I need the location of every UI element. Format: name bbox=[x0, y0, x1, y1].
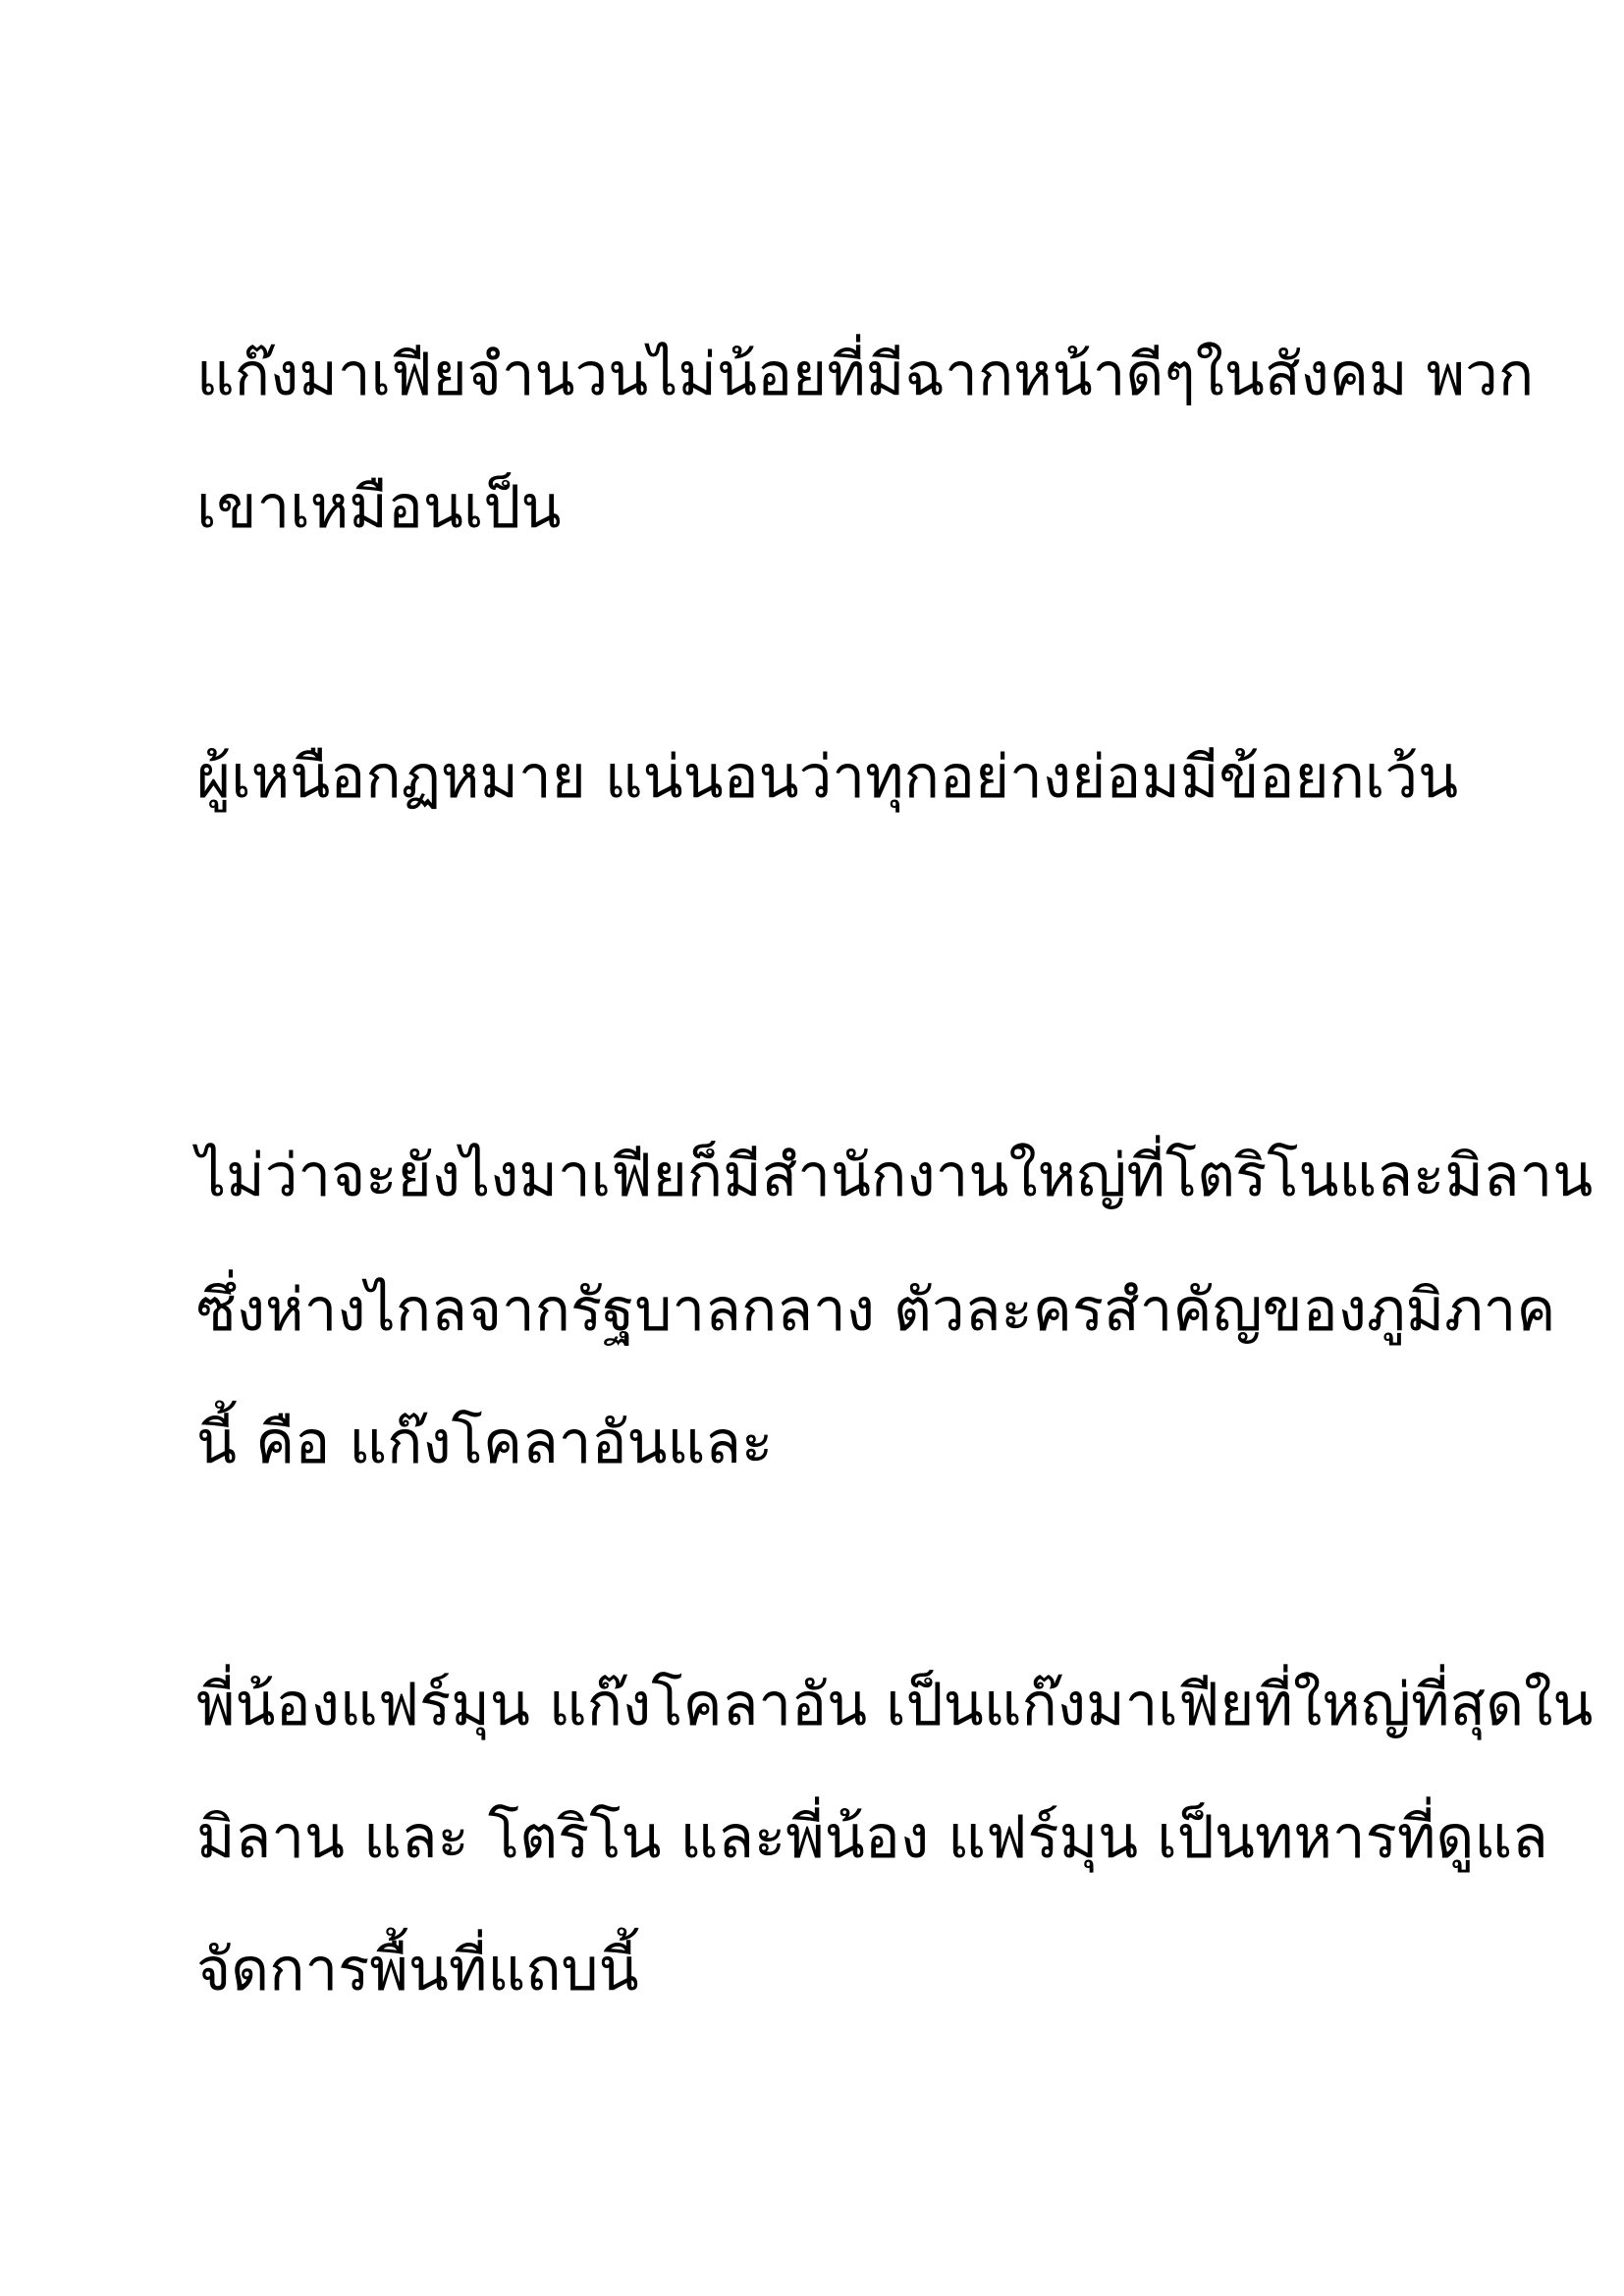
paragraph-2-line-1: ผู้เหนือกฏหมาย แน่นอนว่าทุกอย่างย่อมมีข้อยกเว้น bbox=[196, 743, 1459, 812]
paragraph-3-line-2: ซึ่งห่างไกลจากรัฐบาลกลาง ตัวละครสำคัญของภูมิภาค bbox=[196, 1276, 1556, 1345]
paragraph-1-line-2: เขาเหมือนเป็น bbox=[196, 473, 562, 542]
paragraph-4-line-2: มิลาน และ โตริโน และพี่น้อง แฟร์มุน เป็นทหารที่ดูแล bbox=[196, 1803, 1548, 1872]
paragraph-1-line-1: แก๊งมาเฟียจำนวนไม่น้อยที่มีฉากหน้าดีๆในสังคม พวก bbox=[196, 341, 1535, 409]
paragraph-4-line-3: จัดการพื้นที่แถบนี้ bbox=[196, 1936, 639, 2004]
paragraph-3-line-1: ไม่ว่าจะยังไงมาเฟียก็มีสำนักงานใหญ่ที่โตริโนและมิลาน bbox=[196, 1142, 1594, 1210]
paragraph-3-line-3: นี้ คือ แก๊งโคลาอันและ bbox=[196, 1409, 774, 1477]
paragraph-4-line-1: พี่น้องแฟร์มุน แก๊งโคลาอัน เป็นแก๊งมาเฟียที่ใหญ่ที่สุดใน bbox=[196, 1671, 1594, 1739]
